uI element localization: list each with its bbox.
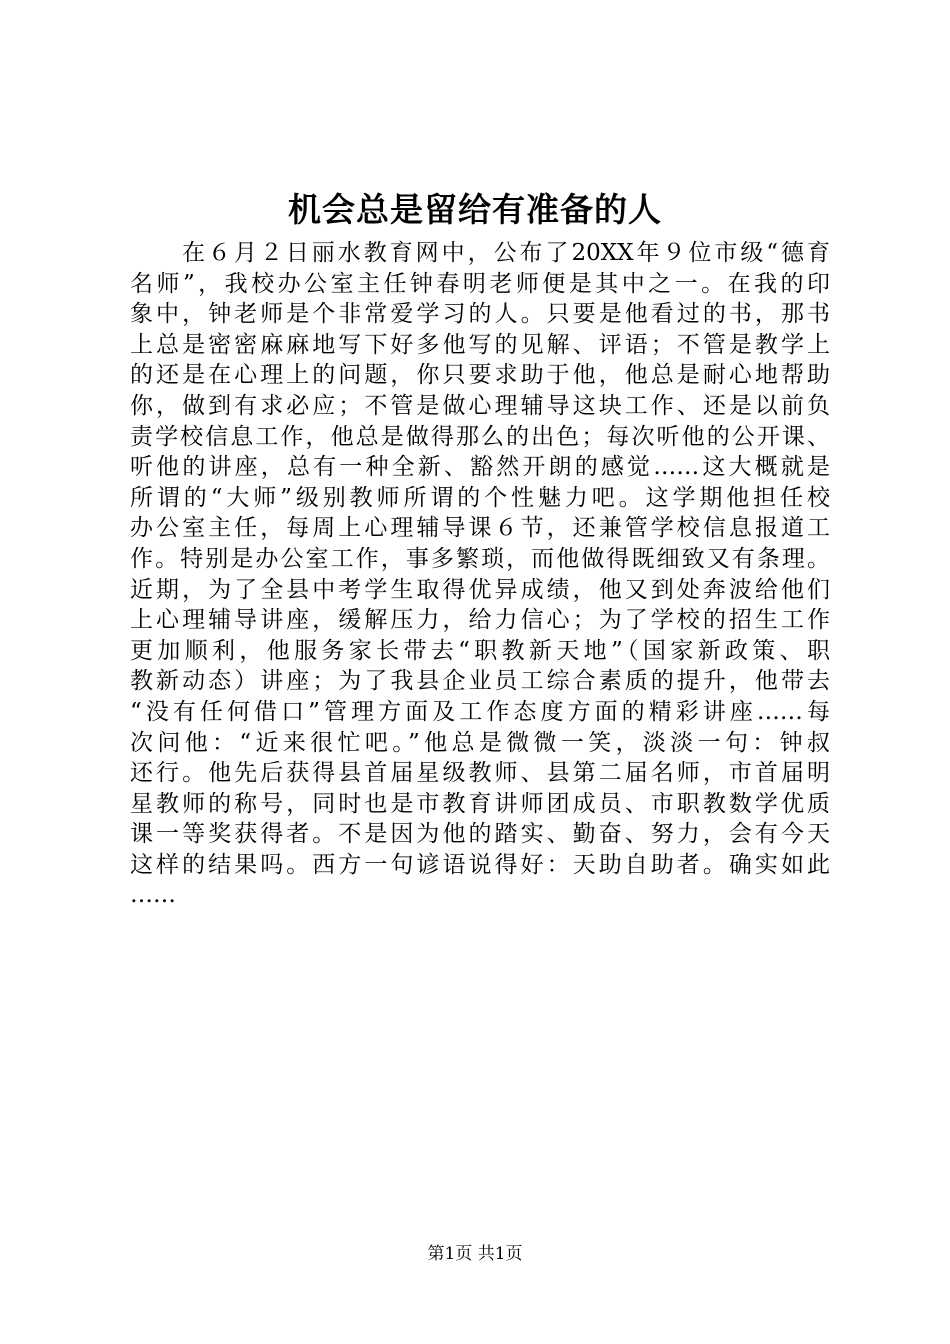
body-line: 你，做到有求必应；不管是做心理辅导这块工作、还是以前负 xyxy=(130,392,830,419)
body-line: 教新动态）讲座；为了我县企业员工综合素质的提升，他带去 xyxy=(130,668,830,695)
body-line: 象中，钟老师是个非常爱学习的人。只要是他看过的书，那书 xyxy=(130,301,830,328)
body-line: 课一等奖获得者。不是因为他的踏实、勤奋、努力，会有今天 xyxy=(130,821,830,848)
page-footer: 第1页 共1页 xyxy=(427,1244,523,1264)
body-line: “没有任何借口”管理方面及工作态度方面的精彩讲座……每 xyxy=(130,698,830,725)
body-line: 办公室主任，每周上心理辅导课６节，还兼管学校信息报道工 xyxy=(130,515,830,542)
body-line-last: …… xyxy=(130,882,176,909)
body-line: 还行。他先后获得县首届星级教师、县第二届名师，市首届明 xyxy=(130,760,830,787)
body-line: 近期，为了全县中考学生取得优异成绩，他又到处奔波给他们 xyxy=(130,576,830,603)
body-line: 听他的讲座，总有一种全新、豁然开朗的感觉……这大概就是 xyxy=(130,454,830,481)
body-line: 更加顺利，他服务家长带去“职教新天地”（国家新政策、职 xyxy=(130,637,830,664)
body-line: 星教师的称号，同时也是市教育讲师团成员、市职教数学优质 xyxy=(130,790,830,817)
body-line: 上心理辅导讲座，缓解压力，给力信心；为了学校的招生工作 xyxy=(130,607,830,634)
body-line: 这样的结果吗。西方一句谚语说得好：天助自助者。确实如此 xyxy=(130,851,830,878)
body-line: 上总是密密麻麻地写下好多他写的见解、评语；不管是教学上 xyxy=(130,331,830,358)
body-line: 在６月２日丽水教育网中，公布了20XX年９位市级“德育 xyxy=(130,240,830,266)
body-line: 责学校信息工作，他总是做得那么的出色；每次听他的公开课、 xyxy=(130,423,830,450)
document-title: 机会总是留给有准备的人 xyxy=(288,190,662,229)
body-line: 名师”，我校办公室主任钟春明老师便是其中之一。在我的印 xyxy=(130,270,830,297)
body-line: 次问他：“近来很忙吧。”他总是微微一笑，淡淡一句：钟叔 xyxy=(130,729,830,756)
body-line: 所谓的“大师”级别教师所谓的个性魅力吧。这学期他担任校 xyxy=(130,484,830,511)
document-body xyxy=(130,238,830,911)
body-line: 的还是在心理上的问题，你只要求助于他，他总是耐心地帮助 xyxy=(130,362,830,389)
body-line: 作。特别是办公室工作，事多繁琐，而他做得既细致又有条理。 xyxy=(130,545,830,572)
